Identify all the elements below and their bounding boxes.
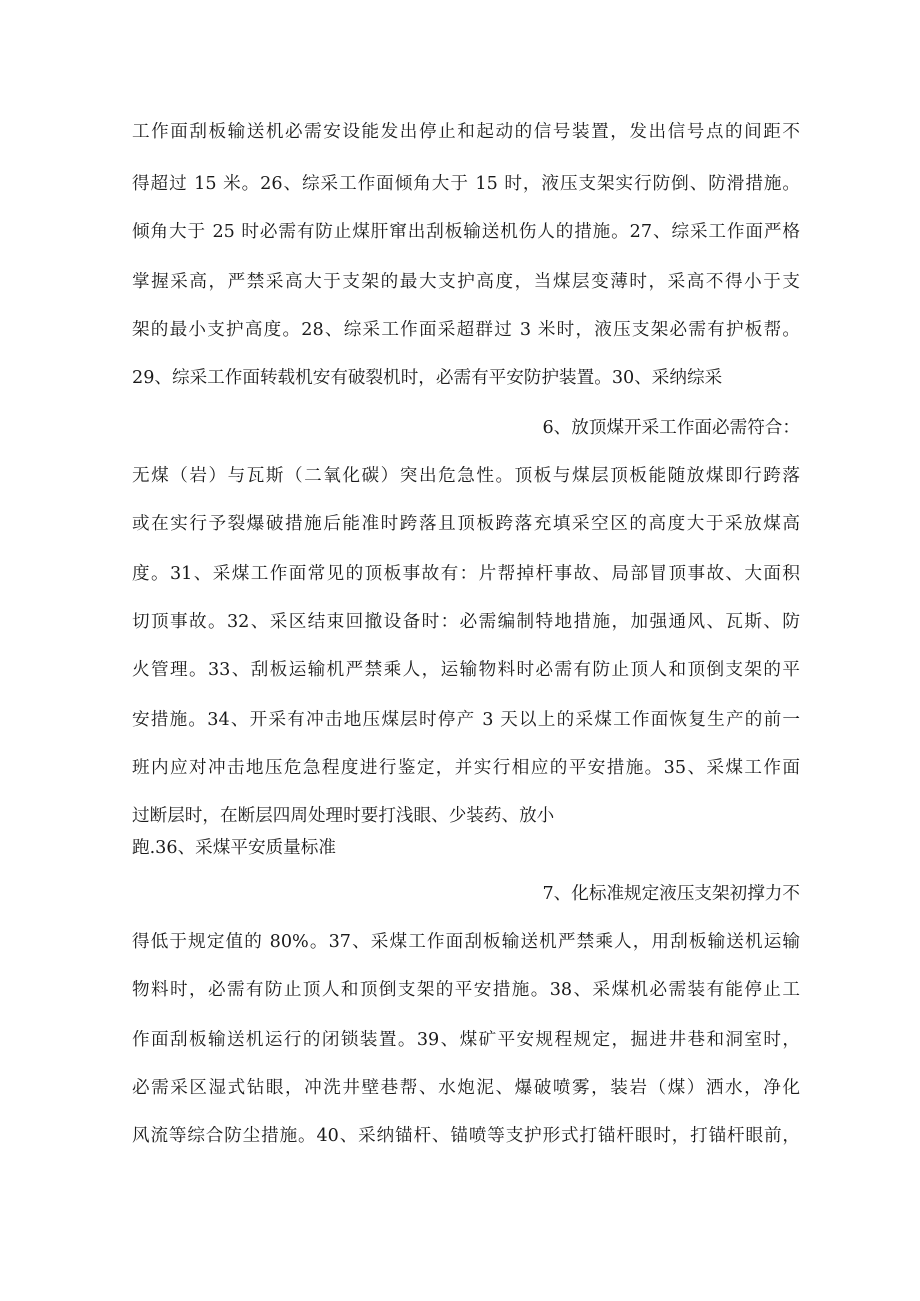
- text-line: 工作面刮板输送机必需安设能发出停止和起动的信号装置，发出信号点的间距不: [132, 122, 800, 142]
- text-line: 必需采区湿式钻眼，冲洗井壁巷帮、水炮泥、爆破喷雾，装岩（煤）洒水，净化: [132, 1078, 800, 1098]
- text-line: 无煤（岩）与瓦斯（二氧化碳）突出危急性。顶板与煤层顶板能随放煤即行跨落: [132, 466, 800, 486]
- text-line: 班内应对冲击地压危急程度进行鉴定，并实行相应的平安措施。35、采煤工作面: [132, 758, 800, 778]
- text-line: 度。31、采煤工作面常见的顶板事故有：片帮掉杆事故、局部冒顶事故、大面积: [132, 564, 800, 584]
- text-line: 安措施。34、开采有冲击地压煤层时停产 3 天以上的采煤工作面恢复生产的前一: [132, 710, 800, 730]
- text-line: 掌握采高，严禁采高大于支架的最大支护高度，当煤层变薄时，采高不得小于支: [132, 272, 800, 292]
- text-line: 过断层时，在断层四周处理时要打浅眼、少装药、放小: [132, 806, 555, 826]
- text-line: 或在实行予裂爆破措施后能准时跨落且顶板跨落充填采空区的高度大于采放煤高: [132, 514, 800, 534]
- text-line: 架的最小支护高度。28、综采工作面采超群过 3 米时，液压支架必需有护板帮。: [132, 320, 800, 340]
- text-line: 29、综采工作面转载机安有破裂机时，必需有平安防护装置。30、采纳综采: [132, 368, 723, 388]
- section-heading: 6、放顶煤开采工作面必需符合：: [542, 418, 800, 438]
- text-line: 切顶事故。32、采区结束回撤设备时：必需编制特地措施，加强通风、瓦斯、防: [132, 612, 800, 632]
- section-heading: 7、化标准规定液压支架初撑力不: [542, 884, 800, 904]
- text-line: 风流等综合防尘措施。40、采纳锚杆、锚喷等支护形式打锚杆眼时，打锚杆眼前，: [132, 1126, 800, 1146]
- text-line: 跑.36、采煤平安质量标准: [132, 838, 336, 858]
- text-line: 倾角大于 25 时必需有防止煤肝窜出刮板输送机伤人的措施。27、综采工作面严格: [132, 222, 800, 242]
- text-line: 作面刮板输送机运行的闭锁装置。39、煤矿平安规程规定，掘进井巷和洞室时，: [132, 1030, 800, 1050]
- text-line: 得超过 15 米。26、综采工作面倾角大于 15 时，液压支架实行防倒、防滑措施。: [132, 174, 800, 194]
- text-line: 火管理。33、刮板运输机严禁乘人，运输物料时必需有防止顶人和顶倒支架的平: [132, 660, 800, 680]
- text-line: 物料时，必需有防止顶人和顶倒支架的平安措施。38、采煤机必需装有能停止工: [132, 980, 800, 1000]
- text-line: 得低于规定值的 80%。37、采煤工作面刮板输送机严禁乘人，用刮板输送机运输: [132, 932, 800, 952]
